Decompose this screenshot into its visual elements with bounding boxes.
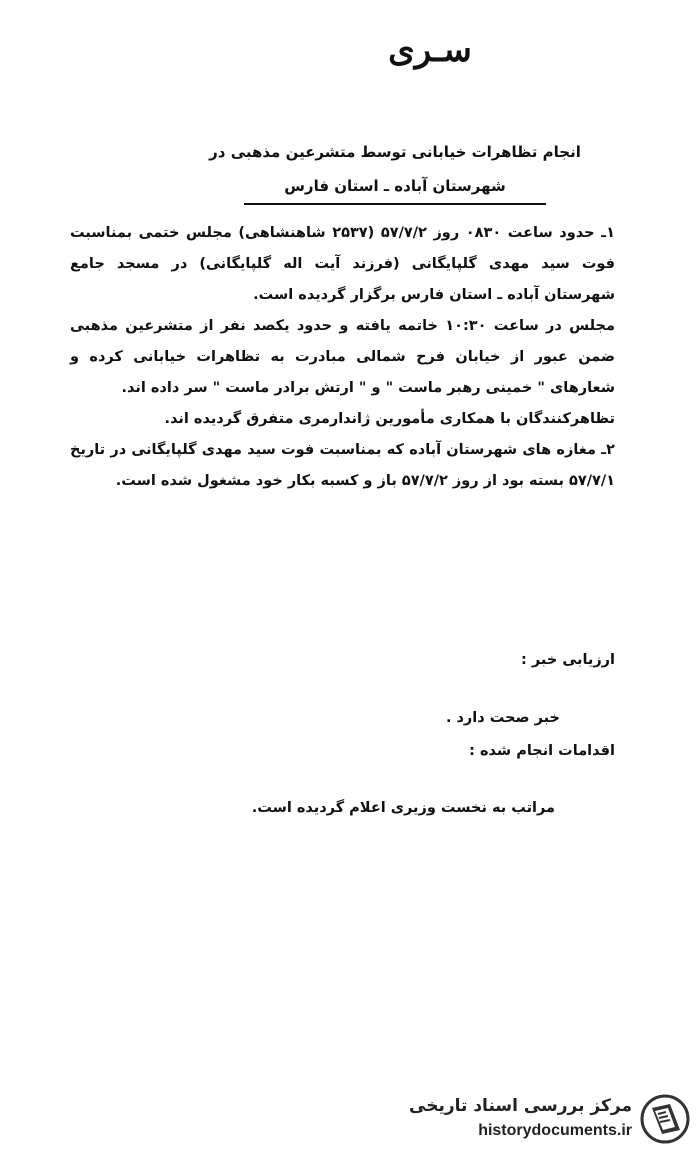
measures-label: اقدامات انجام شده : [469, 743, 615, 759]
subject-line-1: انجام تظاهرات خیابانی توسط متشرعین مذهبی در [209, 143, 581, 161]
evaluation-value: خبر صحت دارد . [445, 710, 560, 726]
archive-website-link[interactable]: historydocuments.ir [478, 1122, 632, 1139]
evaluation-label: ارزیابی خبر : [521, 652, 615, 668]
report-body [70, 218, 615, 497]
archive-logo-icon [640, 1094, 690, 1144]
watermark-footer [370, 1094, 690, 1146]
paragraph-1: ۱ـ حدود ساعت ۰۸۳۰ روز ۵۷/۷/۲ (۲۵۳۷ شاهنشاهی) مجلس ختمی بمناسبت فوت سید مهدی گلپایگانی (فرزند آیت اله گلپایگانی) در مسجد جامع شهرستان آباده ـ استان فارس برگزار گردیده است. [70, 225, 615, 303]
paragraph-3: تظاهرکنندگان با همکاری مأمورین ژاندارمری متفرق گردیده اند. [164, 411, 615, 427]
subject-line-2: شهرستان آباده ـ استان فارس [244, 169, 546, 205]
archive-center-name: مرکز بررسی اسناد تاریخی [409, 1096, 632, 1116]
measures-value: مراتب به نخست وزیری اعلام گردیده است. [251, 800, 555, 816]
classification-heading: سـری [388, 30, 472, 70]
subject-heading [175, 135, 615, 205]
paragraph-4: ۲ـ مغازه های شهرستان آباده که بمناسبت فوت سید مهدی گلپایگانی در تاریخ ۵۷/۷/۱ بسته بود از روز ۵۷/۷/۲ باز و کسبه بکار خود مشغول شده است. [70, 442, 615, 489]
paragraph-2: مجلس در ساعت ۱۰:۳۰ خاتمه یافته و حدود یکصد نفر از متشرعین مذهبی ضمن عبور از خیابان فرح شمالی مبادرت به تظاهرات خیابانی کرده و شعارهای " خمینی رهبر ماست " و " ارتش برادر ماست " سر داده اند. [70, 318, 615, 396]
